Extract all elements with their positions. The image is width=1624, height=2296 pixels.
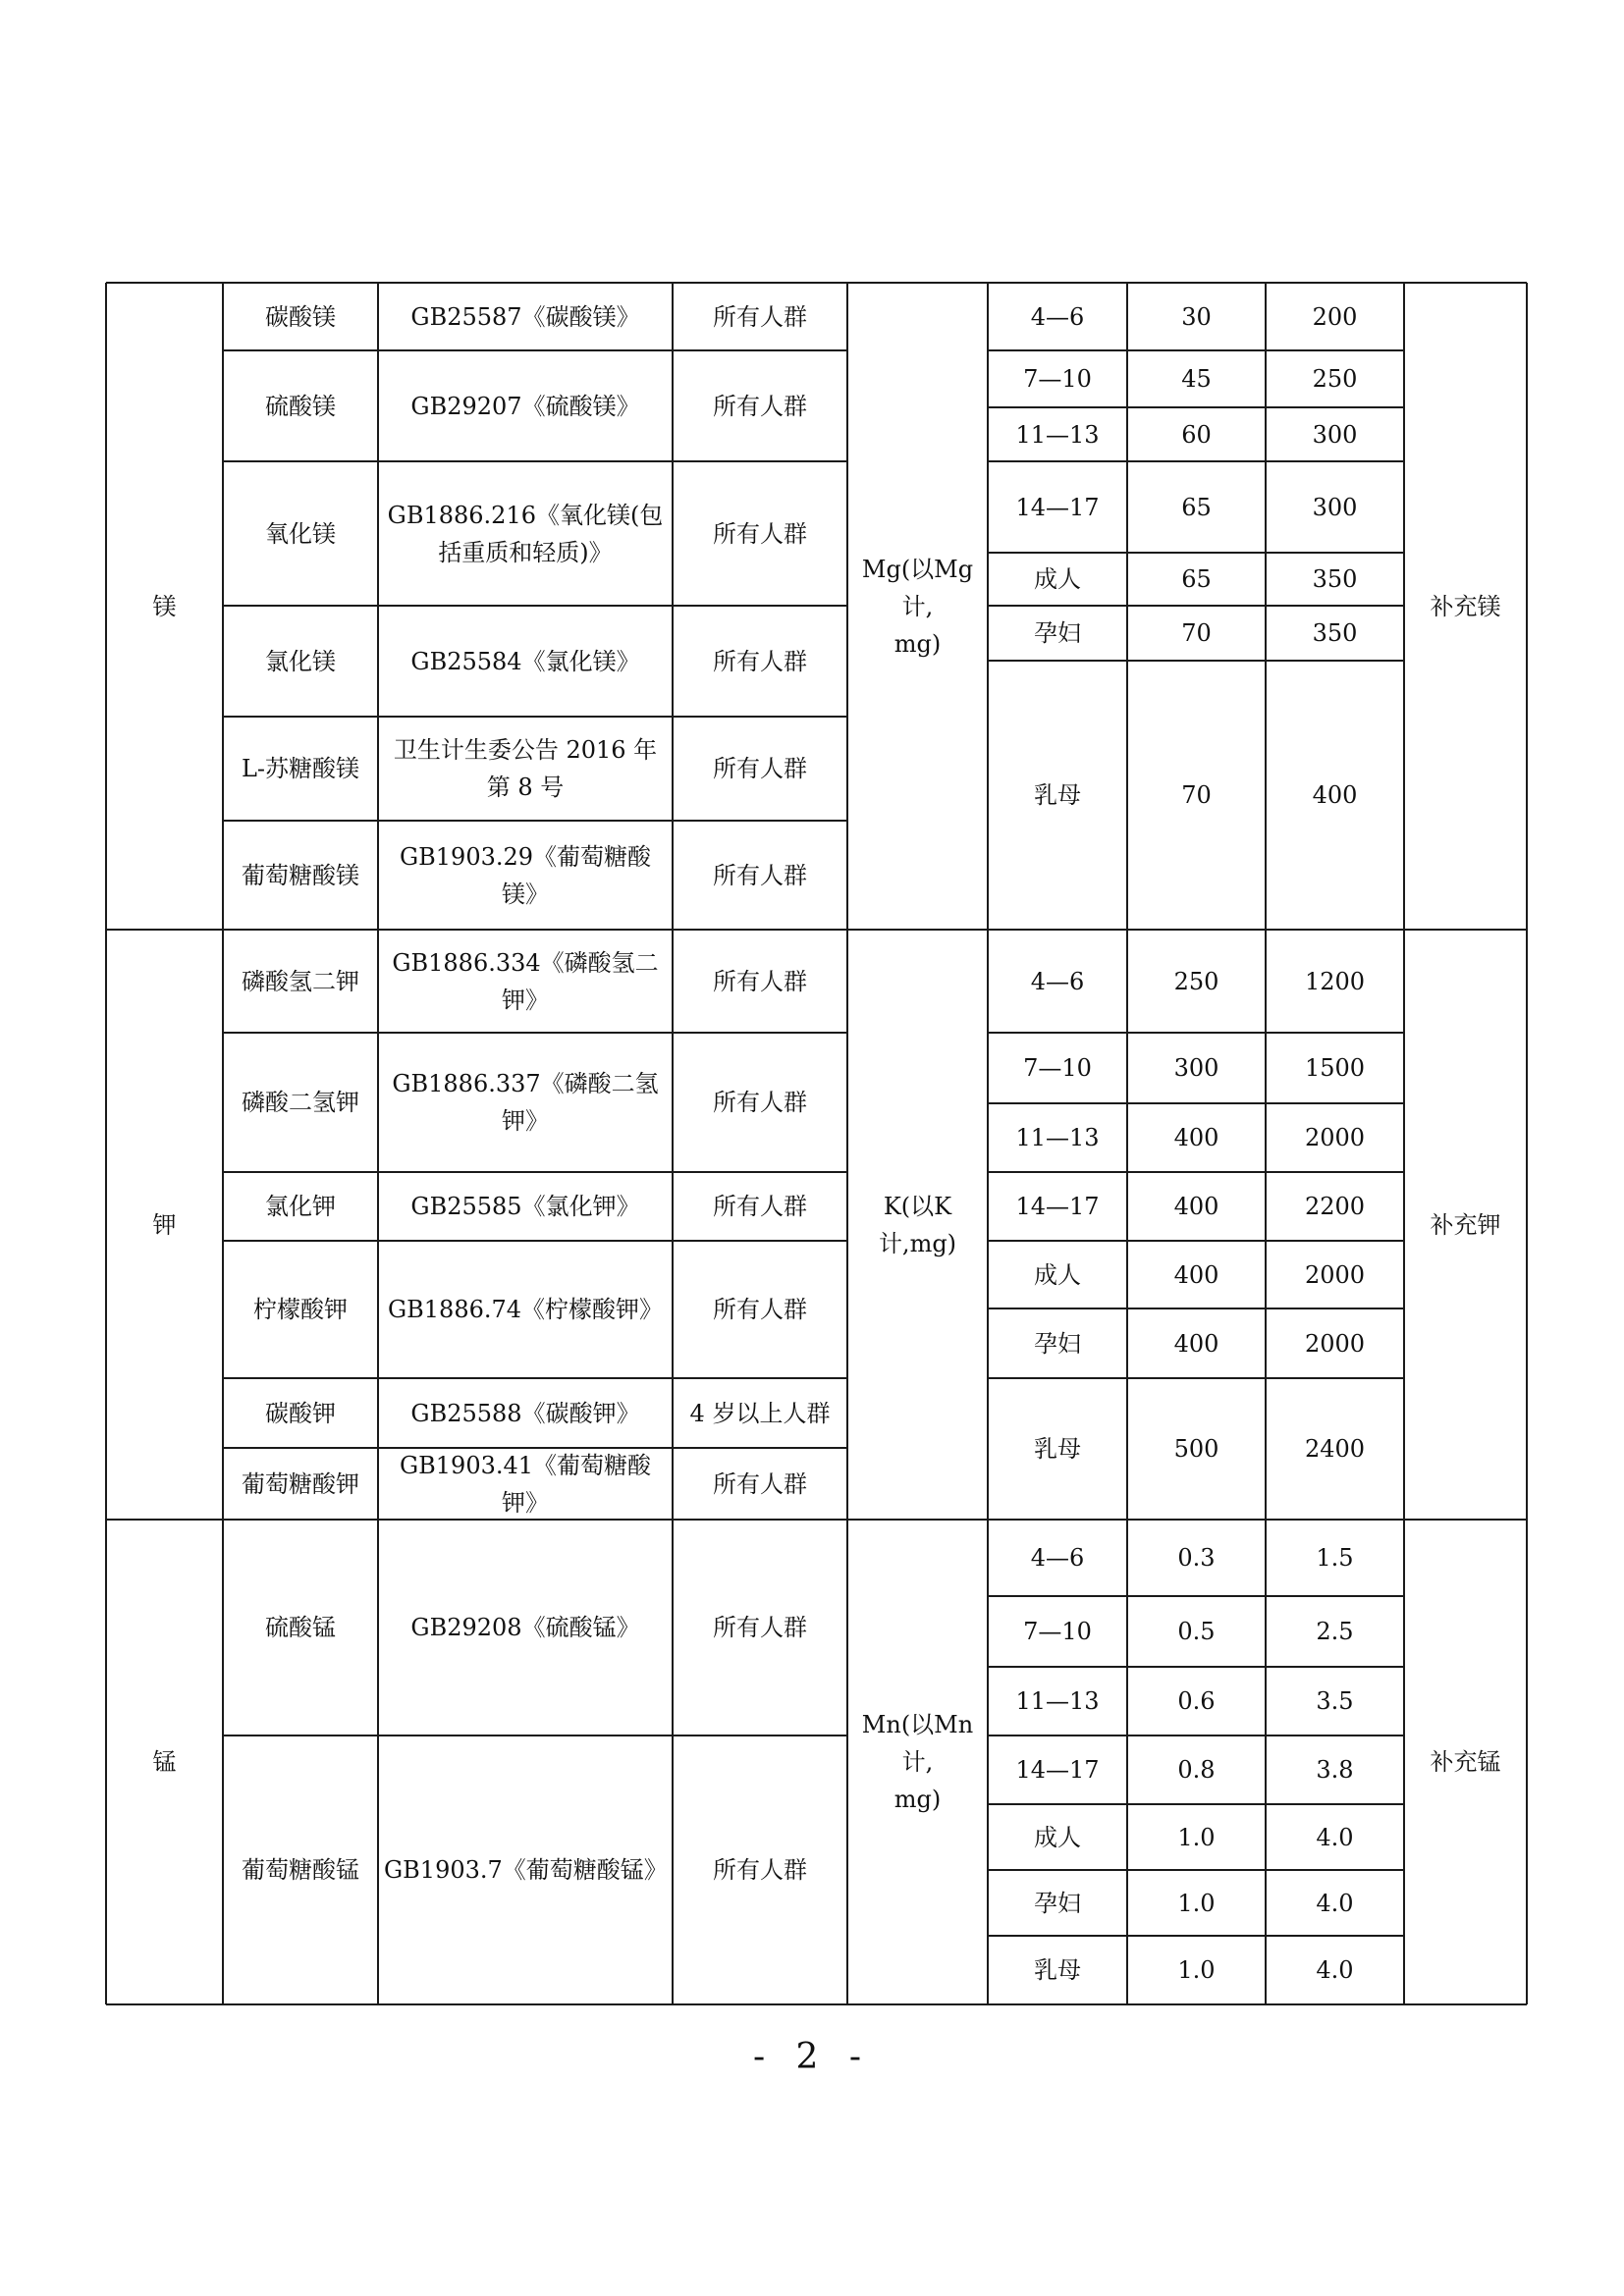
age-group-cell: 11—13 bbox=[1015, 1124, 1100, 1151]
population-cell: 所有人群 bbox=[713, 519, 807, 548]
age-group-cell: 14—17 bbox=[1015, 1756, 1100, 1784]
min-value-cell: 400 bbox=[1173, 1193, 1219, 1220]
compound-name-cell: 磷酸二氢钾 bbox=[242, 1089, 359, 1116]
max-value-cell: 1.5 bbox=[1316, 1544, 1354, 1572]
standard-cell: GB25587《碳酸镁》 bbox=[410, 302, 640, 331]
age-group-cell: 成人 bbox=[1034, 1823, 1081, 1851]
age-group-cell: 7—10 bbox=[1023, 1618, 1092, 1645]
min-value-cell: 1.0 bbox=[1177, 1889, 1216, 1917]
min-value-cell: 0.6 bbox=[1177, 1687, 1216, 1715]
population-cell: 所有人群 bbox=[713, 1089, 807, 1116]
page-number: - 2 - bbox=[752, 2037, 872, 2077]
max-value-cell: 350 bbox=[1312, 619, 1358, 647]
max-value-cell: 2.5 bbox=[1316, 1618, 1354, 1645]
min-value-cell: 60 bbox=[1181, 420, 1212, 449]
standard-cell: 卫生计生委公告 2016 年 第 8 号 bbox=[393, 736, 658, 801]
age-group-cell: 孕妇 bbox=[1034, 619, 1081, 647]
function-cell: 补充镁 bbox=[1430, 592, 1501, 620]
max-value-cell: 4.0 bbox=[1316, 1889, 1354, 1917]
age-group-cell: 4—6 bbox=[1030, 1544, 1085, 1572]
standard-cell: GB29208《硫酸锰》 bbox=[410, 1614, 640, 1641]
compound-form-cell: Mg(以Mg计, mg) bbox=[861, 555, 974, 658]
compound-name-cell: 氯化钾 bbox=[265, 1193, 336, 1220]
min-value-cell: 400 bbox=[1173, 1124, 1219, 1151]
standard-cell: GB1886.74《柠檬酸钾》 bbox=[387, 1296, 664, 1323]
standard-cell: GB1886.337《磷酸二氢 钾》 bbox=[392, 1070, 659, 1135]
age-group-cell: 乳母 bbox=[1034, 781, 1081, 809]
max-value-cell: 4.0 bbox=[1316, 1823, 1354, 1851]
min-value-cell: 400 bbox=[1173, 1260, 1219, 1289]
standard-cell: GB1886.216《氧化镁(包 括重质和轻质)》 bbox=[387, 501, 664, 566]
population-cell: 4 岁以上人群 bbox=[689, 1399, 831, 1427]
compound-name-cell: 磷酸氢二钾 bbox=[242, 967, 359, 995]
max-value-cell: 4.0 bbox=[1316, 1956, 1354, 1984]
population-cell: 所有人群 bbox=[713, 1193, 807, 1220]
population-cell: 所有人群 bbox=[713, 967, 807, 995]
min-value-cell: 1.0 bbox=[1177, 1956, 1216, 1984]
max-value-cell: 1200 bbox=[1304, 967, 1366, 995]
population-cell: 所有人群 bbox=[713, 302, 807, 331]
max-value-cell: 1500 bbox=[1304, 1054, 1366, 1082]
standard-cell: GB29207《硫酸镁》 bbox=[410, 392, 640, 420]
min-value-cell: 30 bbox=[1181, 302, 1212, 331]
nutrient-name-cell: 钾 bbox=[152, 1210, 177, 1239]
population-cell: 所有人群 bbox=[713, 647, 807, 675]
max-value-cell: 250 bbox=[1312, 365, 1358, 393]
min-value-cell: 70 bbox=[1181, 619, 1212, 647]
max-value-cell: 3.8 bbox=[1316, 1756, 1354, 1784]
standard-cell: GB1903.29《葡萄糖酸镁》 bbox=[399, 842, 652, 908]
min-value-cell: 65 bbox=[1181, 565, 1212, 593]
min-value-cell: 500 bbox=[1173, 1435, 1219, 1463]
compound-form-cell: Mn(以Mn计, mg) bbox=[861, 1711, 974, 1813]
age-group-cell: 孕妇 bbox=[1034, 1889, 1081, 1917]
max-value-cell: 350 bbox=[1312, 565, 1358, 593]
population-cell: 所有人群 bbox=[713, 1469, 807, 1498]
population-cell: 所有人群 bbox=[713, 861, 807, 889]
min-value-cell: 0.3 bbox=[1177, 1544, 1216, 1572]
compound-name-cell: 碳酸钾 bbox=[265, 1399, 336, 1427]
age-group-cell: 11—13 bbox=[1015, 420, 1100, 449]
compound-name-cell: 碳酸镁 bbox=[265, 302, 336, 331]
max-value-cell: 400 bbox=[1312, 781, 1358, 809]
nutrient-name-cell: 锰 bbox=[152, 1748, 177, 1776]
age-group-cell: 孕妇 bbox=[1034, 1329, 1081, 1358]
standard-cell: GB1903.7《葡萄糖酸锰》 bbox=[384, 1856, 668, 1884]
nutrient-name-cell: 镁 bbox=[152, 592, 177, 620]
compound-name-cell: 柠檬酸钾 bbox=[253, 1296, 348, 1323]
max-value-cell: 2000 bbox=[1304, 1329, 1366, 1358]
age-group-cell: 7—10 bbox=[1023, 1054, 1092, 1082]
compound-name-cell: 葡萄糖酸锰 bbox=[242, 1856, 359, 1884]
age-group-cell: 4—6 bbox=[1030, 302, 1085, 331]
age-group-cell: 11—13 bbox=[1015, 1687, 1100, 1715]
min-value-cell: 65 bbox=[1181, 493, 1212, 521]
min-value-cell: 1.0 bbox=[1177, 1823, 1216, 1851]
min-value-cell: 0.5 bbox=[1177, 1618, 1216, 1645]
age-group-cell: 成人 bbox=[1034, 1260, 1081, 1289]
standard-cell: GB25584《氯化镁》 bbox=[410, 647, 640, 675]
age-group-cell: 乳母 bbox=[1034, 1956, 1081, 1984]
population-cell: 所有人群 bbox=[713, 1614, 807, 1641]
function-cell: 补充锰 bbox=[1430, 1748, 1501, 1776]
min-value-cell: 250 bbox=[1173, 967, 1219, 995]
min-value-cell: 300 bbox=[1173, 1054, 1219, 1082]
compound-name-cell: 硫酸镁 bbox=[265, 392, 336, 420]
min-value-cell: 400 bbox=[1173, 1329, 1219, 1358]
min-value-cell: 45 bbox=[1181, 365, 1212, 393]
compound-name-cell: L-苏糖酸镁 bbox=[241, 755, 360, 782]
compound-name-cell: 氯化镁 bbox=[265, 647, 336, 675]
age-group-cell: 乳母 bbox=[1034, 1435, 1081, 1463]
age-group-cell: 7—10 bbox=[1023, 365, 1092, 393]
standard-cell: GB1886.334《磷酸氢二 钾》 bbox=[392, 948, 659, 1014]
standard-cell: GB1903.41《葡萄糖酸钾》 bbox=[399, 1451, 652, 1517]
max-value-cell: 3.5 bbox=[1316, 1687, 1354, 1715]
max-value-cell: 2000 bbox=[1304, 1124, 1366, 1151]
population-cell: 所有人群 bbox=[713, 1296, 807, 1323]
function-cell: 补充钾 bbox=[1430, 1210, 1501, 1239]
population-cell: 所有人群 bbox=[713, 1856, 807, 1884]
compound-name-cell: 氧化镁 bbox=[265, 519, 336, 548]
age-group-cell: 14—17 bbox=[1015, 1193, 1100, 1220]
age-group-cell: 14—17 bbox=[1015, 493, 1100, 521]
age-group-cell: 成人 bbox=[1034, 565, 1081, 593]
max-value-cell: 300 bbox=[1312, 420, 1358, 449]
compound-name-cell: 硫酸锰 bbox=[265, 1614, 336, 1641]
population-cell: 所有人群 bbox=[713, 392, 807, 420]
min-value-cell: 70 bbox=[1181, 781, 1212, 809]
max-value-cell: 2200 bbox=[1304, 1193, 1366, 1220]
compound-name-cell: 葡萄糖酸镁 bbox=[242, 861, 359, 889]
compound-name-cell: 葡萄糖酸钾 bbox=[242, 1469, 359, 1498]
age-group-cell: 4—6 bbox=[1030, 967, 1085, 995]
standard-cell: GB25585《氯化钾》 bbox=[410, 1193, 640, 1220]
population-cell: 所有人群 bbox=[713, 755, 807, 782]
min-value-cell: 0.8 bbox=[1177, 1756, 1216, 1784]
max-value-cell: 200 bbox=[1312, 302, 1358, 331]
max-value-cell: 2000 bbox=[1304, 1260, 1366, 1289]
compound-form-cell: K(以K计,mg) bbox=[878, 1192, 957, 1257]
standard-cell: GB25588《碳酸钾》 bbox=[410, 1399, 640, 1427]
max-value-cell: 2400 bbox=[1304, 1435, 1366, 1463]
max-value-cell: 300 bbox=[1312, 493, 1358, 521]
